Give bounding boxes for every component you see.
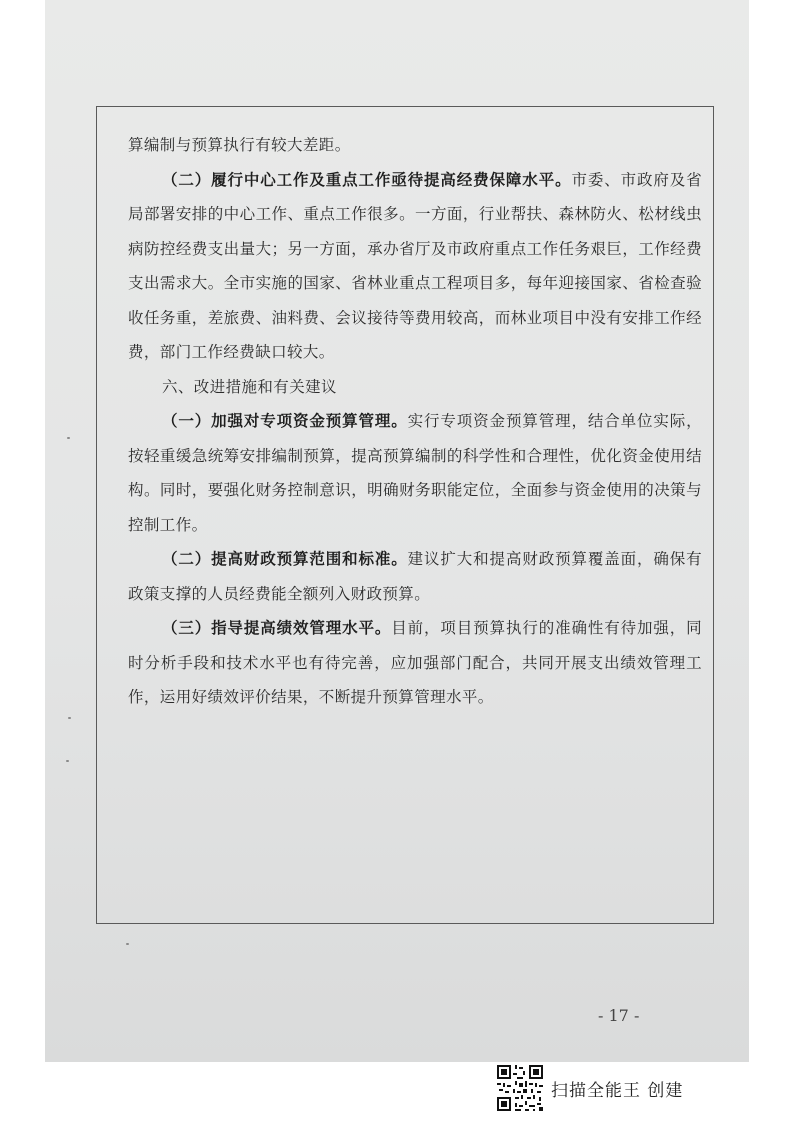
qr-code-icon — [495, 1063, 545, 1113]
scan-speck — [66, 760, 69, 762]
section-heading — [128, 370, 702, 405]
paragraph — [128, 404, 702, 542]
paragraph-heading: （一）加强对专项资金预算管理。 — [162, 412, 408, 430]
paragraph — [128, 611, 702, 715]
page-number: - 17 - — [598, 1006, 640, 1025]
scan-speck — [126, 943, 129, 945]
paragraph — [128, 163, 702, 370]
paragraph-heading: （二）履行中心工作及重点工作亟待提高经费保障水平。 — [162, 170, 572, 189]
document-body — [128, 128, 702, 715]
paragraph — [128, 542, 702, 611]
paragraph-heading: （二）提高财政预算范围和标准。 — [162, 550, 408, 568]
scanner-watermark — [495, 1063, 755, 1113]
paragraph-heading: （三）指导提高绩效管理水平。 — [162, 619, 392, 637]
paragraph-text: 目前，项目预算执行的准确性有待加强，同时分析手段和技术水平也有待完善，应加强部门配合，共同开展支出绩效管理工作，运用好绩效评价结果，不断提升预算管理水平。 — [128, 619, 702, 706]
section-heading-text: 六、改进措施和有关建议 — [162, 377, 337, 396]
scanner-credit-text: 扫描全能王 创建 — [551, 1081, 684, 1101]
scan-speck — [67, 437, 70, 439]
paragraph-text: 算编制与预算执行有较大差距。 — [128, 136, 351, 154]
paragraph — [128, 128, 702, 163]
paragraph-text: 实行专项资金预算管理，结合单位实际，按轻重缓急统筹安排编制预算，提高预算编制的科学性和合理性，优化资金使用结构。同时，要强化财务控制意识，明确财务职能定位，全面参与资金使用的决策与控制工作。 — [128, 412, 702, 534]
paragraph-text: 市委、市政府及省局部署安排的中心工作、重点工作很多。一方面，行业帮扶、森林防火、松材线虫病防控经费支出量大；另一方面，承办省厅及市政府重点工作任务艰巨，工作经费支出需求大。全市实施的国家、省林业重点工程项目多，每年迎接国家、省检查验收任务重，差旅费、油料费、会议接待等费用较高，而林业项目中没有安排工作经费，部门工作经费缺口较大。 — [128, 170, 702, 361]
paragraph-text: 建议扩大和提高财政预算覆盖面，确保有政策支撑的人员经费能全额列入财政预算。 — [128, 550, 702, 603]
scan-speck — [68, 717, 71, 719]
